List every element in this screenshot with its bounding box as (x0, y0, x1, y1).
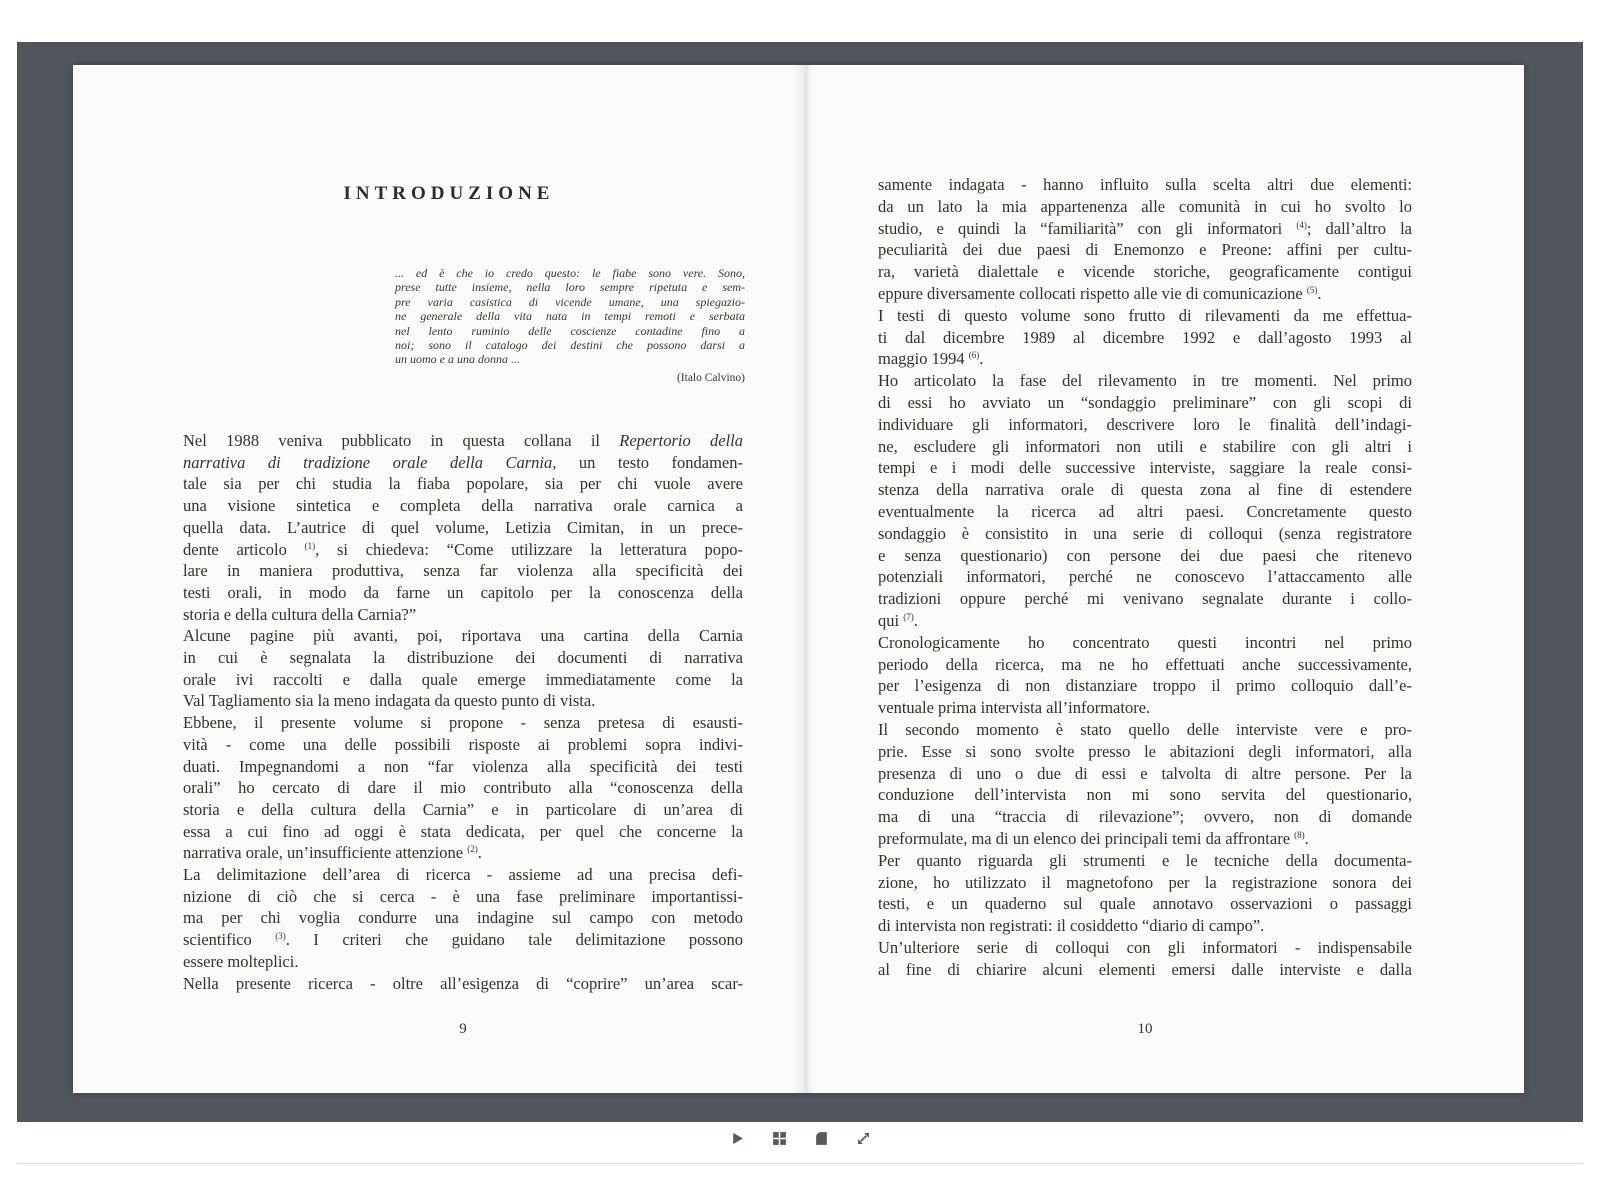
text-line: una visione sintetica e completa della narrativa orale carnica a (183, 496, 743, 516)
thumbnails-grid-icon (772, 1131, 787, 1146)
text-line: lare in maniera produttiva, senza far violenza alla specificità dei (183, 561, 743, 581)
text-line: noi; sono il catalogo dei destini che possono darsi a (395, 338, 745, 353)
text-line: in cui è segnalata la distribuzione dei documenti di narrativa (183, 648, 743, 668)
text-line: qui $^{(7)}$. (878, 610, 918, 630)
text-line: I testi di questo volume sono frutto di rilevamenti da me effettua- (878, 305, 1412, 325)
text-line: Val Tagliamento sia la meno indagata da questo punto di vista. (183, 691, 596, 711)
single-page-icon (814, 1131, 829, 1146)
text-line: zione, ho utilizzato il magnetofono per la registrazione sonora dei (878, 872, 1412, 892)
text-line: Ebbene, il presente volume si propone - senza pretesa di esausti- (183, 713, 743, 733)
text-line: prie. Esse si sono svolte presso le abitazioni degli informatori, alla (878, 741, 1412, 761)
page-left[interactable] (73, 65, 800, 1093)
text-line: sondaggio è consistito in una serie di colloqui (senza registratore (878, 523, 1412, 543)
text-line: dente articolo $^{(1)}$, si chiedeva: “Come utilizzare la letteratura popo- (183, 539, 743, 559)
text-line: essa a cui fino ad oggi è stata dedicata, per quel che concerne la (183, 821, 743, 841)
text-line: potenziali informatori, perché ne conoscevo l’attaccamento alle (878, 567, 1412, 587)
thumbnails-button[interactable] (769, 1128, 789, 1148)
text-line: Nel 1988 veniva pubblicato in questa collana il Repertorio della (183, 431, 743, 450)
text-line: storia e della cultura della Carnia?” (183, 604, 417, 624)
page-number-right: 10 (1137, 1021, 1153, 1037)
page-right[interactable] (800, 65, 1524, 1093)
text-line: periodo della ricerca, ma ne ho effettuati anche successivamente, (878, 654, 1412, 674)
text-line: Cronologicamente ho concentrato questi incontri nel primo (878, 632, 1412, 652)
fullscreen-button[interactable] (853, 1128, 873, 1148)
page-number-left: 9 (459, 1021, 467, 1037)
text-line: Il secondo momento è stato quello delle interviste vere e pro- (878, 719, 1412, 739)
text-line: di intervista non registrati: il cosiddetto “diario di campo”. (878, 916, 1265, 936)
text-line: quella data. L’autrice di quel volume, Letizia Cimitan, in un prece- (183, 517, 743, 537)
viewer-frame (17, 42, 1583, 1122)
text-line: orali” ho cercato di dare il mio contributo alla “conoscenza della (183, 778, 743, 798)
text-line: un uomo e a una donna ... (395, 352, 520, 367)
text-line: preformulate, ma di un elenco dei principali temi da affrontare $^{(8)}$. (878, 828, 1309, 848)
text-line: tempi e i modi delle successive interviste, saggiare la reale consi- (878, 458, 1412, 478)
text-line: per l’esigenza di non distanziare troppo il primo colloquio dall’e- (878, 676, 1412, 696)
text-line: Un’ulteriore serie di colloqui con gli informatori - indispensabile (878, 937, 1412, 957)
fullscreen-icon (856, 1131, 871, 1146)
epigraph-attribution: (Italo Calvino) (676, 371, 745, 384)
single-page-button[interactable] (811, 1128, 831, 1148)
text-line: maggio 1994 $^{(6)}$. (878, 349, 984, 369)
text-line: essere molteplici. (183, 951, 299, 971)
text-line: Alcune pagine più avanti, poi, riportava una cartina della Carnia (183, 626, 743, 646)
text-line: peculiarità dei due paesi di Enemonzo e Preone: affini per cultu- (878, 240, 1412, 260)
text-line: La delimitazione dell’area di ricerca - assieme ad una precisa defi- (183, 865, 743, 885)
text-line: ma di una “traccia di rilevazione”; ovvero, non di domande (878, 807, 1412, 827)
text-line: ne generale della vita nata in tempi remoti e serbata (395, 309, 745, 324)
text-line: e senza questionario) con persone dei due paesi che ritenevo (878, 545, 1412, 565)
text-line: ventuale prima intervista all’informatore. (878, 698, 1151, 718)
text-line: presenza di uno o due di essi e talvolta di altre persone. Per la (878, 763, 1412, 783)
text-line: Ho articolato la fase del rilevamento in tre momenti. Nel primo (878, 371, 1412, 391)
page-gutter-shadow (793, 65, 817, 1093)
epigraph (395, 266, 745, 384)
viewer-toolbar (0, 1128, 1600, 1148)
text-line: da un lato la mia appartenenza alle comunità in cui ho svolto lo (878, 196, 1412, 216)
text-line: ma per chi voglia condurre una indagine sul campo con metodo (183, 908, 743, 928)
play-icon (730, 1131, 745, 1146)
text-line: narrativa di tradizione orale della Carnia, un testo fondamen- (183, 452, 744, 472)
text-line: samente indagata - hanno influito sulla scelta altri due elementi: (878, 175, 1412, 194)
text-line: duati. Impegnandomi a non “far violenza alla specificità dei testi (183, 756, 743, 776)
text-line: eventualmente la ricerca ad altri paesi. Concretamente questo (878, 501, 1412, 521)
text-line: testi orali, in modo da farne un capitolo per la conoscenza della (183, 582, 743, 602)
text-line: ... ed è che io credo questo: le fiabe sono vere. Sono, (395, 266, 745, 280)
text-line: individuare gli informatori, descrivere loro le finalità dell’indagi- (878, 414, 1412, 434)
text-line: nel lento ruminio delle coscienze contadine fino a (395, 323, 745, 338)
text-line: Per quanto riguarda gli strumenti e le tecniche della documenta- (878, 850, 1412, 870)
text-line: ne, escludere gli informatori non utili e stabilire con gli altri i (878, 436, 1412, 456)
text-line: storia e della cultura della Carnia” e in particolare di un’area di (183, 799, 743, 819)
text-line: narrativa orale, un’insufficiente attenzione $^{(2)}$. (183, 843, 482, 863)
text-line: studio, e quindi la “familiarità” con gli informatori $^{(4)}$; dall’altro la (878, 218, 1412, 238)
viewer-bottom-border (17, 1163, 1583, 1164)
text-line: tale sia per chi studia la fiaba popolare, sia per chi vuole avere (183, 474, 743, 494)
text-line: Nella presente ricerca - oltre all’esigenza di “coprire” un’area scar- (183, 973, 743, 993)
chapter-title: INTRODUZIONE (343, 183, 555, 204)
text-line: prese tutte insieme, nella loro sempre ripetuta e sem- (395, 280, 745, 295)
text-line: ra, varietà dialettale e vicende storiche, geograficamente contigui (878, 262, 1412, 282)
text-line: ti dal dicembre 1989 al dicembre 1992 e dall’agosto 1993 al (878, 327, 1412, 347)
text-line: al fine di chiarire alcuni elementi emersi dalle interviste e dalla (878, 959, 1412, 979)
page-left-body-text (183, 430, 743, 994)
text-line: di essi ho avviato un “sondaggio preliminare” con gli scopi di (878, 392, 1412, 412)
text-line: stenza della narrativa orale di questa zona al fine di estendere (878, 480, 1412, 500)
book-spread (73, 65, 1524, 1093)
text-line: testi, e un quaderno sul quale annotavo osservazioni o passaggi (878, 894, 1412, 914)
play-button[interactable] (727, 1128, 747, 1148)
text-line: eppure diversamente collocati rispetto alle vie di comunicazione $^{(5)}$. (878, 283, 1322, 303)
text-line: pre varia casistica di vicende umane, una spiegazio- (395, 294, 745, 309)
text-line: vità - come una delle possibili risposte ai problemi sopra indivi- (183, 734, 743, 754)
epigraph-text (395, 266, 745, 367)
text-line: orale ivi raccolti e dalla quale emerge immediatamente come la (183, 669, 743, 689)
page-right-body-text (878, 174, 1412, 980)
text-line: scientifico $^{(3)}$. I criteri che guidano tale delimitazione possono (183, 930, 743, 950)
text-line: nizione di ciò che si cerca - è una fase preliminare importantissi- (183, 886, 743, 906)
text-line: conduzione dell’intervista non mi sono servita del questionario, (878, 785, 1412, 805)
text-line: tradizioni oppure perché mi venivano segnalate durante i collo- (878, 589, 1412, 609)
